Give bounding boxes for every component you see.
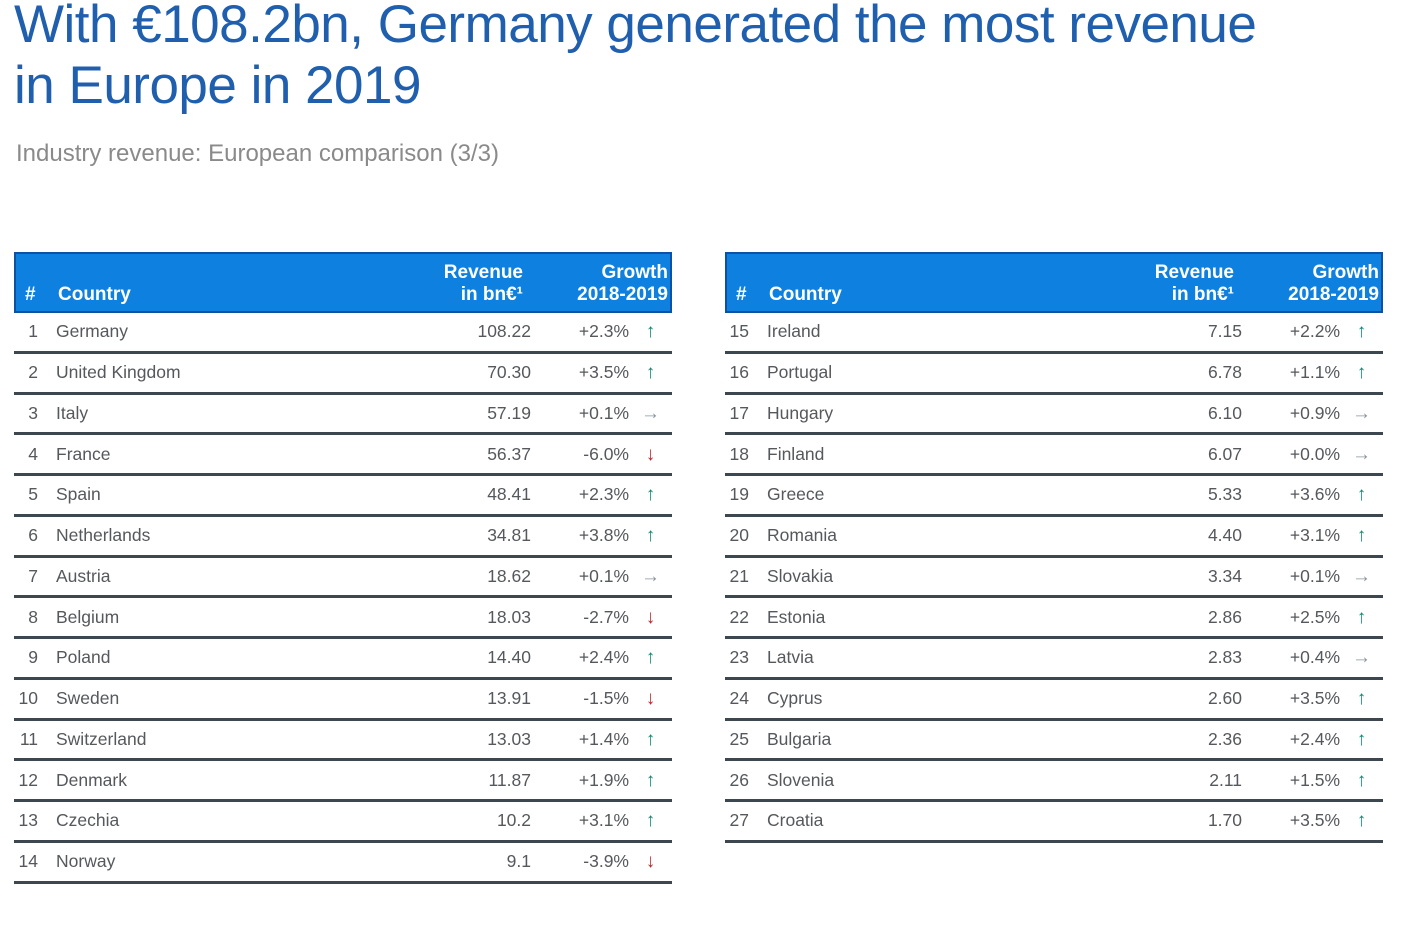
country-cell: Ireland <box>767 321 821 342</box>
country-cell: Finland <box>767 443 825 464</box>
growth-cell: -2.7% <box>583 606 629 627</box>
growth-cell: +1.9% <box>578 769 629 790</box>
rank-column-header: # <box>736 283 747 305</box>
table-body-left <box>14 313 672 884</box>
rank-cell: 20 <box>729 525 749 546</box>
table-row <box>14 680 672 721</box>
country-cell: Norway <box>56 851 116 872</box>
table-row <box>725 598 1383 639</box>
country-cell: Sweden <box>56 688 120 709</box>
rank-cell: 4 <box>28 443 38 464</box>
growth-cell: +0.4% <box>1289 647 1340 668</box>
revenue-cell: 13.03 <box>487 728 531 749</box>
country-cell: Denmark <box>56 769 127 790</box>
country-column-header: Country <box>58 283 131 305</box>
country-cell: Hungary <box>767 402 834 423</box>
down-arrow-icon: ↓ <box>645 851 656 873</box>
up-arrow-icon: ↑ <box>645 362 656 384</box>
rank-cell: 22 <box>729 606 749 627</box>
table-row <box>14 313 672 354</box>
rank-cell: 2 <box>28 362 38 383</box>
table-row <box>14 598 672 639</box>
rank-cell: 9 <box>28 647 38 668</box>
country-cell: Romania <box>767 525 838 546</box>
revenue-cell: 7.15 <box>1207 321 1242 342</box>
table-row <box>14 517 672 558</box>
country-cell: Austria <box>56 565 111 586</box>
growth-cell: +0.9% <box>1289 402 1340 423</box>
growth-column-header: Growth 2018-2019 <box>1288 262 1379 305</box>
revenue-cell: 13.91 <box>487 688 531 709</box>
revenue-cell: 18.62 <box>487 565 531 586</box>
table-row <box>14 802 672 843</box>
up-arrow-icon: ↑ <box>1356 484 1367 506</box>
growth-cell: +0.1% <box>1289 565 1340 586</box>
country-cell: Belgium <box>56 606 120 627</box>
table-row <box>14 721 672 762</box>
rank-cell: 11 <box>19 728 38 749</box>
up-arrow-icon: ↑ <box>1356 321 1367 343</box>
country-cell: Portugal <box>767 362 833 383</box>
country-cell: Slovakia <box>767 565 834 586</box>
revenue-cell: 6.07 <box>1207 443 1242 464</box>
table-row <box>725 558 1383 599</box>
flat-arrow-icon: → <box>1352 443 1371 465</box>
growth-cell: +3.5% <box>1289 810 1340 831</box>
up-arrow-icon: ↑ <box>645 484 656 506</box>
country-cell: Italy <box>56 402 89 423</box>
page-title-line1: With €108.2bn, Germany generated the most revenue <box>14 0 1257 54</box>
up-arrow-icon: ↑ <box>1356 606 1367 628</box>
up-arrow-icon: ↑ <box>645 769 656 791</box>
revenue-cell: 2.86 <box>1207 606 1242 627</box>
flat-arrow-icon: → <box>1352 402 1371 424</box>
growth-cell: +3.1% <box>578 810 629 831</box>
down-arrow-icon: ↓ <box>645 443 656 465</box>
revenue-cell: 18.03 <box>487 606 531 627</box>
flat-arrow-icon: → <box>641 565 660 587</box>
growth-cell: +2.3% <box>578 321 629 342</box>
revenue-cell: 2.11 <box>1209 769 1242 790</box>
table-row <box>725 517 1383 558</box>
revenue-cell: 10.2 <box>496 810 531 831</box>
country-cell: Germany <box>56 321 128 342</box>
rank-cell: 6 <box>28 525 38 546</box>
country-cell: Bulgaria <box>767 728 832 749</box>
up-arrow-icon: ↑ <box>1356 810 1367 832</box>
table-row <box>14 558 672 599</box>
table-row <box>725 435 1383 476</box>
country-cell: Czechia <box>56 810 120 831</box>
rank-cell: 26 <box>729 769 749 790</box>
page-subtitle: Industry revenue: European comparison (3/3) <box>16 140 499 167</box>
revenue-cell: 9.1 <box>506 851 531 872</box>
up-arrow-icon: ↑ <box>645 647 656 669</box>
flat-arrow-icon: → <box>1352 647 1371 669</box>
country-cell: Slovenia <box>767 769 835 790</box>
growth-cell: -6.0% <box>583 443 629 464</box>
rank-cell: 3 <box>28 402 38 423</box>
growth-cell: +3.8% <box>578 525 629 546</box>
rank-cell: 5 <box>28 484 38 505</box>
revenue-cell: 34.81 <box>487 525 531 546</box>
up-arrow-icon: ↑ <box>645 321 656 343</box>
table-row <box>14 761 672 802</box>
growth-cell: -1.5% <box>583 688 629 709</box>
growth-cell: +2.3% <box>578 484 629 505</box>
rank-column-header: # <box>25 283 36 305</box>
table-row <box>725 802 1383 843</box>
rank-cell: 25 <box>729 728 749 749</box>
revenue-cell: 2.36 <box>1207 728 1242 749</box>
revenue-cell: 3.34 <box>1207 565 1242 586</box>
country-cell: France <box>56 443 111 464</box>
table-row <box>725 395 1383 436</box>
up-arrow-icon: ↑ <box>1356 769 1367 791</box>
country-cell: Poland <box>56 647 111 668</box>
growth-cell: +3.5% <box>1289 688 1340 709</box>
revenue-column-header: Revenue in bn€¹ <box>1154 262 1234 305</box>
rank-cell: 21 <box>729 565 749 586</box>
growth-cell: -3.9% <box>583 851 629 872</box>
growth-cell: +3.5% <box>578 362 629 383</box>
revenue-cell: 56.37 <box>487 443 531 464</box>
country-cell: Switzerland <box>56 728 147 749</box>
revenue-cell: 57.19 <box>487 402 531 423</box>
table-row <box>725 639 1383 680</box>
growth-cell: +2.4% <box>1289 728 1340 749</box>
country-column-header: Country <box>769 283 842 305</box>
table-row <box>14 354 672 395</box>
rank-cell: 17 <box>729 402 749 423</box>
revenue-cell: 11.87 <box>488 769 531 790</box>
table-row <box>725 721 1383 762</box>
flat-arrow-icon: → <box>641 402 660 424</box>
revenue-cell: 48.41 <box>487 484 531 505</box>
country-cell: United Kingdom <box>56 362 181 383</box>
rank-cell: 19 <box>729 484 749 505</box>
down-arrow-icon: ↓ <box>645 606 656 628</box>
table-row <box>725 476 1383 517</box>
revenue-column-header: Revenue in bn€¹ <box>443 262 523 305</box>
revenue-cell: 5.33 <box>1207 484 1242 505</box>
revenue-cell: 1.70 <box>1207 810 1242 831</box>
growth-cell: +2.2% <box>1289 321 1340 342</box>
rank-cell: 13 <box>18 810 38 831</box>
rank-cell: 1 <box>28 321 38 342</box>
revenue-cell: 108.22 <box>477 321 531 342</box>
revenue-cell: 4.40 <box>1207 525 1242 546</box>
rank-cell: 24 <box>729 688 749 709</box>
revenue-cell: 70.30 <box>487 362 531 383</box>
revenue-cell: 6.10 <box>1207 402 1242 423</box>
table-row <box>14 639 672 680</box>
rank-cell: 18 <box>729 443 749 464</box>
growth-cell: +3.6% <box>1289 484 1340 505</box>
country-cell: Latvia <box>767 647 814 668</box>
revenue-cell: 14.40 <box>487 647 531 668</box>
page-title <box>14 0 1256 116</box>
table-row <box>14 395 672 436</box>
up-arrow-icon: ↑ <box>1356 728 1367 750</box>
growth-cell: +0.0% <box>1289 443 1340 464</box>
country-cell: Croatia <box>767 810 824 831</box>
table-header <box>725 252 1383 313</box>
growth-cell: +1.4% <box>578 728 629 749</box>
growth-cell: +2.5% <box>1289 606 1340 627</box>
table-row <box>14 435 672 476</box>
growth-cell: +0.1% <box>578 402 629 423</box>
up-arrow-icon: ↑ <box>645 810 656 832</box>
country-cell: Spain <box>56 484 101 505</box>
country-cell: Estonia <box>767 606 826 627</box>
page-title-line2: in Europe in 2019 <box>14 56 421 115</box>
down-arrow-icon: ↓ <box>645 688 656 710</box>
rank-cell: 12 <box>18 769 38 790</box>
table-row <box>725 313 1383 354</box>
up-arrow-icon: ↑ <box>645 728 656 750</box>
revenue-table-left <box>14 252 672 884</box>
table-row <box>14 843 672 884</box>
revenue-cell: 6.78 <box>1207 362 1242 383</box>
rank-cell: 16 <box>729 362 749 383</box>
revenue-cell: 2.60 <box>1207 688 1242 709</box>
country-cell: Greece <box>767 484 825 505</box>
table-row <box>725 761 1383 802</box>
growth-column-header: Growth 2018-2019 <box>577 262 668 305</box>
rank-cell: 27 <box>729 810 749 831</box>
table-row <box>725 354 1383 395</box>
up-arrow-icon: ↑ <box>1356 525 1367 547</box>
flat-arrow-icon: → <box>1352 565 1371 587</box>
table-row <box>725 680 1383 721</box>
table-row <box>14 476 672 517</box>
rank-cell: 23 <box>729 647 749 668</box>
growth-cell: +1.5% <box>1289 769 1340 790</box>
growth-cell: +0.1% <box>578 565 629 586</box>
revenue-table-right <box>725 252 1383 843</box>
country-cell: Netherlands <box>56 525 151 546</box>
growth-cell: +2.4% <box>578 647 629 668</box>
rank-cell: 14 <box>18 851 38 872</box>
growth-cell: +3.1% <box>1289 525 1340 546</box>
rank-cell: 8 <box>28 606 38 627</box>
up-arrow-icon: ↑ <box>1356 362 1367 384</box>
table-body-right <box>725 313 1383 843</box>
rank-cell: 15 <box>729 321 749 342</box>
rank-cell: 10 <box>18 688 38 709</box>
up-arrow-icon: ↑ <box>1356 688 1367 710</box>
growth-cell: +1.1% <box>1289 362 1340 383</box>
revenue-cell: 2.83 <box>1207 647 1242 668</box>
table-header <box>14 252 672 313</box>
rank-cell: 7 <box>28 565 38 586</box>
country-cell: Cyprus <box>767 688 823 709</box>
up-arrow-icon: ↑ <box>645 525 656 547</box>
